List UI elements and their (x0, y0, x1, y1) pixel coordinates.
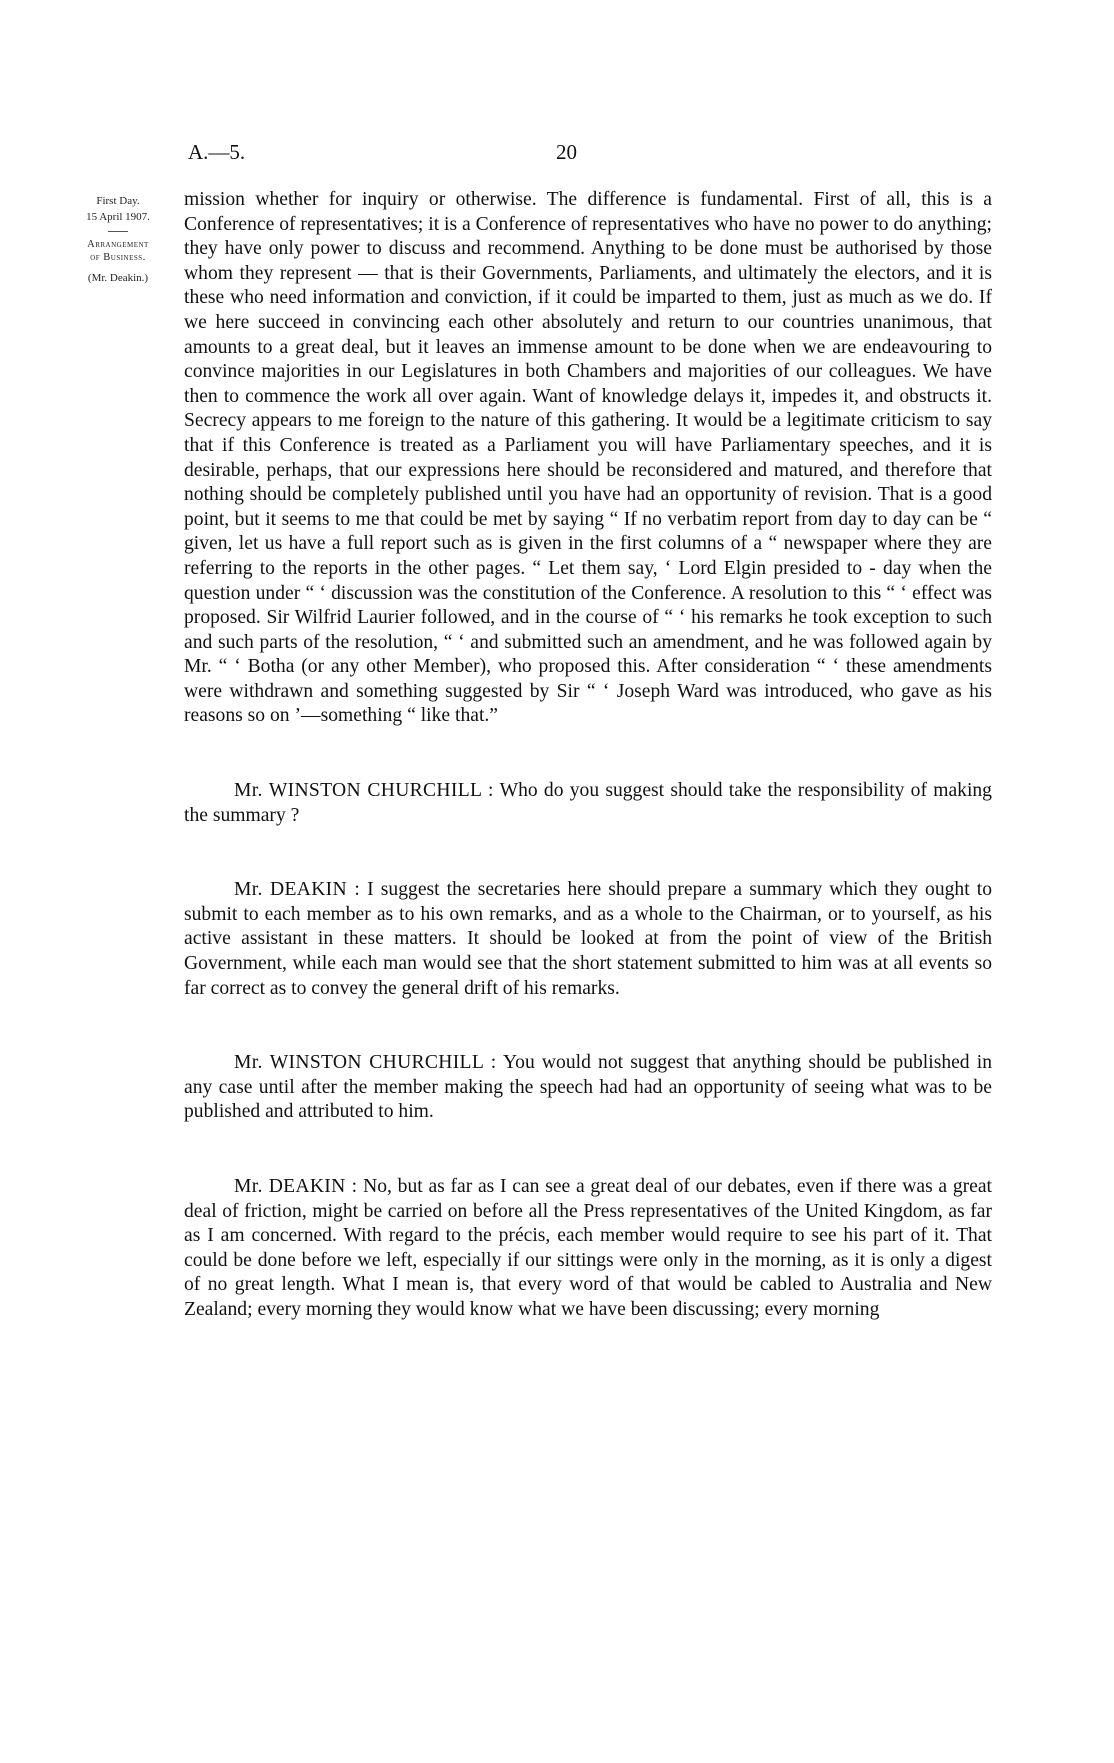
paragraph-text: I suggest the secretaries here should prepare a summary which they ought to submit to each member as to his own remarks, and as a whole to the Chairman, or to yourself, as his active assistant in these matters. It should be looked at from the point of view of the British Government, while each man would see that the short statement submitted to him was at all events so far correct as to convey the general drift of his remarks. (184, 879, 992, 999)
margin-notes (68, 193, 168, 286)
document-reference: A.—5. (188, 140, 246, 164)
speaker-name: Mr. WINSTON CHURCHILL : (234, 1052, 497, 1074)
margin-subject-line-2: of Business. (90, 252, 146, 263)
speaker-name: Mr. DEAKIN : (234, 1176, 358, 1197)
speaker-name: Mr. WINSTON CHURCHILL : (234, 780, 494, 802)
speech-paragraph (184, 1175, 992, 1323)
speech-paragraph (184, 779, 992, 828)
speaker-name: Mr. DEAKIN : (234, 879, 361, 901)
margin-divider (108, 231, 128, 232)
paragraph-text: Who do you suggest should take the responsibility of making the summary ? (184, 780, 992, 826)
margin-day: First Day. (96, 195, 140, 207)
speech-paragraph (184, 878, 992, 1001)
paragraph-text: No, but as far as I can see a great deal of our debates, even if there was a great deal of friction, might be carried on before all the Press representatives of the United Kingdom, as far as I am concerned. With regard to the précis, each member would require to see his part of it. That could be done before we left, especially if our sittings were only in the morning, as it is only a digest of no great length. What I mean is, that every word of that would be cabled to Australia and New Zealand; every morning they would know what we have been discussing; every morning (184, 1176, 993, 1320)
paragraph-text: You would not suggest that anything should be published in any case until after the member making the speech had had an opportunity of seeing what was to be published and attributed to him. (184, 1052, 992, 1123)
margin-speaker: (Mr. Deakin.) (87, 272, 149, 284)
margin-date: 15 April 1907. (86, 211, 150, 223)
page-header (188, 140, 988, 166)
paragraph-continuation (184, 188, 992, 729)
speech-paragraph (184, 1051, 992, 1125)
margin-subject-line-1: Arrangement (87, 239, 149, 250)
paragraph-text: mission whether for inquiry or otherwise. The difference is fundamental. First of all, this is a Conference of representatives; it is a Conference of representatives who have no power to do anything; they have only power to discuss and recommend. Anything to be done must be authorised by those whom they represent — that is their Governments, Parliaments, and ultimately the electors, and it is these who need information and conviction, if it could be imparted to them, just as much as we do. If we here succeed in convincing each other absolutely and return to our countries unanimous, that amounts to a great deal, but it leaves an immense amount to be done when we are endeavouring to convince majorities in our Legislatures in both Chambers and majorities of our colleagues. We have then to commence the work all over again. Want of knowledge delays it, impedes it, and obstructs it. Secrecy appears to me foreign to the nature of this gathering. It would be a legitimate criticism to say that if this Conference is treated as a Parliament you will have Parliamentary speeches, and it is desirable, perhaps, that our expressions here should be reconsidered and matured, and therefore that nothing should be completely published until you have had an opportunity of revision. That is a good point, but it seems to me that could be met by saying “ If no verbatim report from day to day can be “ given, let us have a full report such as is given in the first columns of a “ newspaper where they are referring to the reports in the other pages. “ Let them say, ‘ Lord Elgin presided to - day when the question under “ ‘ discussion was the constitution of the Conference. A resolution to this “ ‘ effect was proposed. Sir Wilfrid Laurier followed, and in the course of “ ‘ his remarks he took exception to such and such parts of the resolution, “ ‘ and submitted such an amendment, and he was followed again by Mr. “ ‘ Botha (or any other Member), who proposed this. After consideration “ ‘ these amendments were withdrawn and something suggested by Sir “ ‘ Joseph Ward was introduced, who gave as his reasons so on ’—something “ like that.” (184, 189, 992, 727)
page-number: 20 (556, 140, 577, 164)
document-body (184, 188, 992, 1323)
